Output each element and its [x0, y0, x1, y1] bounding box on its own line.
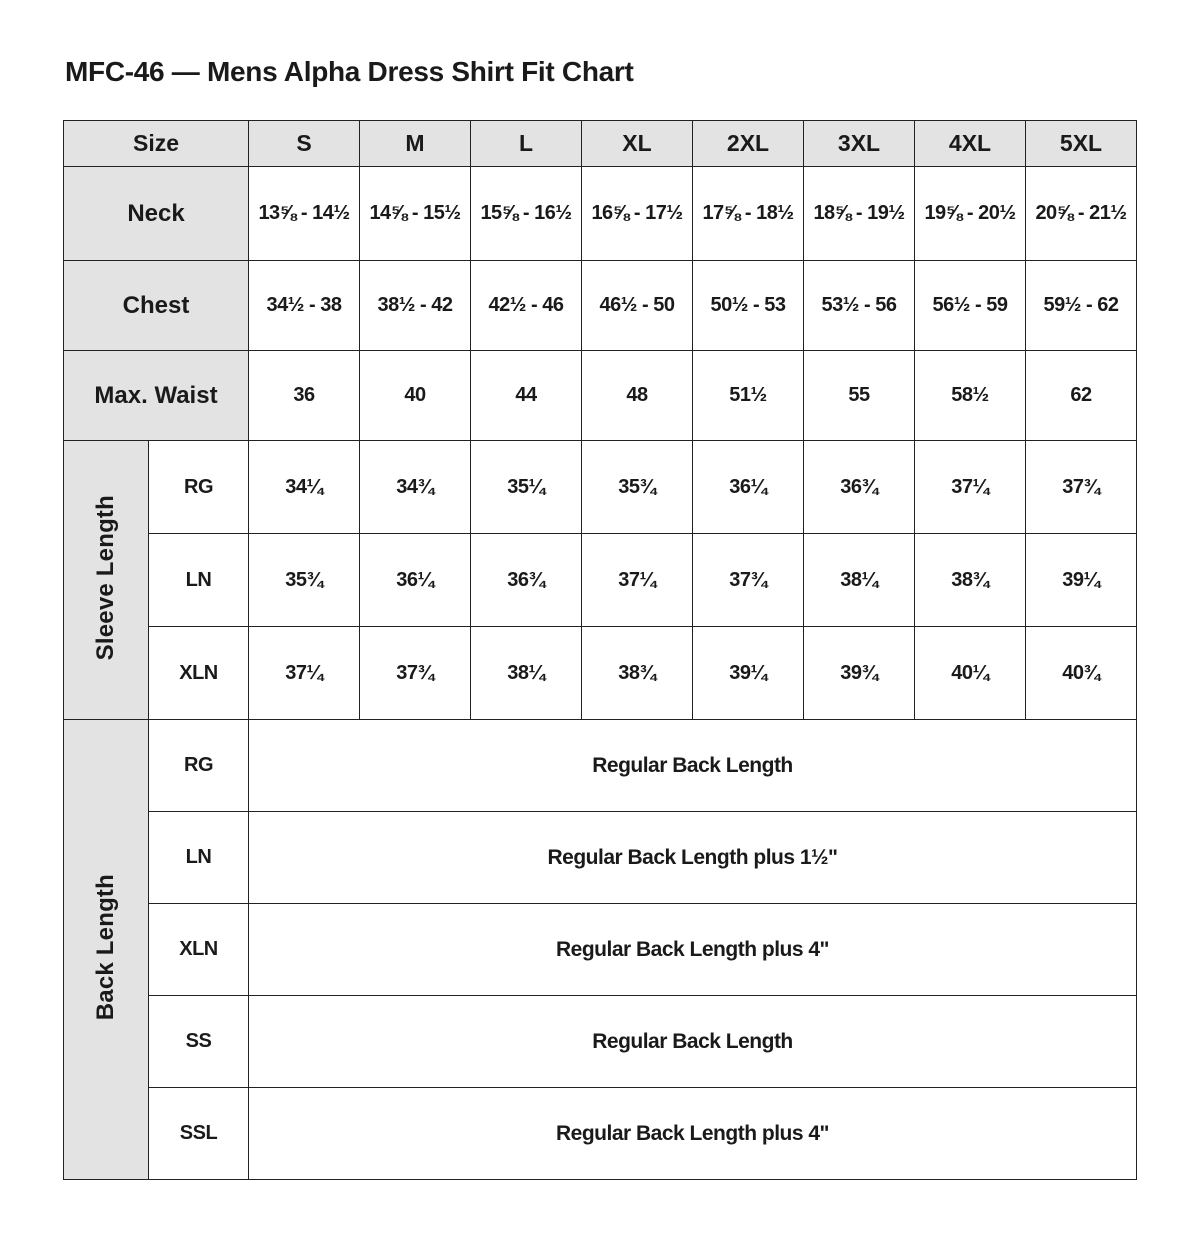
neck-value: 20⅝ - 21½ — [1026, 167, 1137, 261]
sleeve-xln-value: 37¾ — [360, 627, 471, 720]
sleeve-ln-value: 36¾ — [471, 534, 582, 627]
size-col-4xl: 4XL — [915, 121, 1026, 167]
sleeve-ln-value: 38¾ — [915, 534, 1026, 627]
back-xln-row — [64, 904, 1137, 996]
size-col-m: M — [360, 121, 471, 167]
chest-value: 34½ - 38 — [249, 261, 360, 351]
back-ssl-row — [64, 1088, 1137, 1180]
neck-value: 13⅝ - 14½ — [249, 167, 360, 261]
sleeve-ln-value: 39¼ — [1026, 534, 1137, 627]
neck-value: 15⅝ - 16½ — [471, 167, 582, 261]
sleeve-rg-label: RG — [149, 441, 249, 534]
back-ssl-value: Regular Back Length plus 4" — [249, 1088, 1137, 1180]
sleeve-rg-value: 34¼ — [249, 441, 360, 534]
sleeve-xln-label: XLN — [149, 627, 249, 720]
back-ln-value: Regular Back Length plus 1½" — [249, 812, 1137, 904]
neck-value: 19⅝ - 20½ — [915, 167, 1026, 261]
neck-row — [64, 167, 1137, 261]
sleeve-ln-row — [64, 534, 1137, 627]
max-waist-row-label: Max. Waist — [64, 351, 249, 441]
fit-chart-table — [63, 120, 1137, 1180]
max-waist-value: 58½ — [915, 351, 1026, 441]
sleeve-length-group-label — [64, 441, 149, 720]
sleeve-xln-value: 37¼ — [249, 627, 360, 720]
sleeve-xln-value: 39¾ — [804, 627, 915, 720]
back-ss-row — [64, 996, 1137, 1088]
back-ln-label: LN — [149, 812, 249, 904]
sleeve-ln-value: 35¾ — [249, 534, 360, 627]
sleeve-xln-value: 38¼ — [471, 627, 582, 720]
back-rg-row — [64, 720, 1137, 812]
sleeve-rg-value: 35¾ — [582, 441, 693, 534]
sleeve-rg-value: 37¾ — [1026, 441, 1137, 534]
max-waist-value: 36 — [249, 351, 360, 441]
size-col-2xl: 2XL — [693, 121, 804, 167]
neck-value: 16⅝ - 17½ — [582, 167, 693, 261]
page-title: MFC-46 — Mens Alpha Dress Shirt Fit Chart — [65, 56, 634, 87]
chest-row — [64, 261, 1137, 351]
size-col-5xl: 5XL — [1026, 121, 1137, 167]
back-ss-label: SS — [149, 996, 249, 1088]
max-waist-value: 48 — [582, 351, 693, 441]
size-col-xl: XL — [582, 121, 693, 167]
max-waist-value: 62 — [1026, 351, 1137, 441]
max-waist-value: 44 — [471, 351, 582, 441]
max-waist-value: 55 — [804, 351, 915, 441]
neck-value: 18⅝ - 19½ — [804, 167, 915, 261]
chest-value: 53½ - 56 — [804, 261, 915, 351]
size-col-3xl: 3XL — [804, 121, 915, 167]
chest-value: 46½ - 50 — [582, 261, 693, 351]
sleeve-ln-value: 37¼ — [582, 534, 693, 627]
chest-value: 59½ - 62 — [1026, 261, 1137, 351]
back-xln-value: Regular Back Length plus 4" — [249, 904, 1137, 996]
chest-value: 38½ - 42 — [360, 261, 471, 351]
sleeve-xln-row — [64, 627, 1137, 720]
chest-row-label: Chest — [64, 261, 249, 351]
sleeve-xln-value: 40¼ — [915, 627, 1026, 720]
neck-row-label: Neck — [64, 167, 249, 261]
max-waist-value: 40 — [360, 351, 471, 441]
sleeve-xln-value: 39¼ — [693, 627, 804, 720]
chest-value: 42½ - 46 — [471, 261, 582, 351]
back-rg-label: RG — [149, 720, 249, 812]
back-rg-value: Regular Back Length — [249, 720, 1137, 812]
chest-value: 50½ - 53 — [693, 261, 804, 351]
sleeve-ln-label: LN — [149, 534, 249, 627]
max-waist-row — [64, 351, 1137, 441]
neck-value: 17⅝ - 18½ — [693, 167, 804, 261]
sleeve-rg-value: 34¾ — [360, 441, 471, 534]
back-ss-value: Regular Back Length — [249, 996, 1137, 1088]
size-col-s: S — [249, 121, 360, 167]
max-waist-value: 51½ — [693, 351, 804, 441]
sleeve-ln-value: 38¼ — [804, 534, 915, 627]
sleeve-rg-value: 36¾ — [804, 441, 915, 534]
chest-value: 56½ - 59 — [915, 261, 1026, 351]
back-ln-row — [64, 812, 1137, 904]
back-ssl-label: SSL — [149, 1088, 249, 1180]
sleeve-ln-value: 37¾ — [693, 534, 804, 627]
size-col-l: L — [471, 121, 582, 167]
sleeve-ln-value: 36¼ — [360, 534, 471, 627]
back-xln-label: XLN — [149, 904, 249, 996]
back-length-group-text: Back Length — [92, 873, 119, 1021]
sleeve-length-group-text: Sleeve Length — [92, 494, 119, 661]
sleeve-xln-value: 40¾ — [1026, 627, 1137, 720]
sleeve-rg-row — [64, 441, 1137, 534]
back-length-group-label — [64, 720, 149, 1180]
size-header-cell: Size — [64, 121, 249, 167]
sleeve-xln-value: 38¾ — [582, 627, 693, 720]
sleeve-rg-value: 37¼ — [915, 441, 1026, 534]
neck-value: 14⅝ - 15½ — [360, 167, 471, 261]
size-header-row — [64, 121, 1137, 167]
sleeve-rg-value: 36¼ — [693, 441, 804, 534]
sleeve-rg-value: 35¼ — [471, 441, 582, 534]
